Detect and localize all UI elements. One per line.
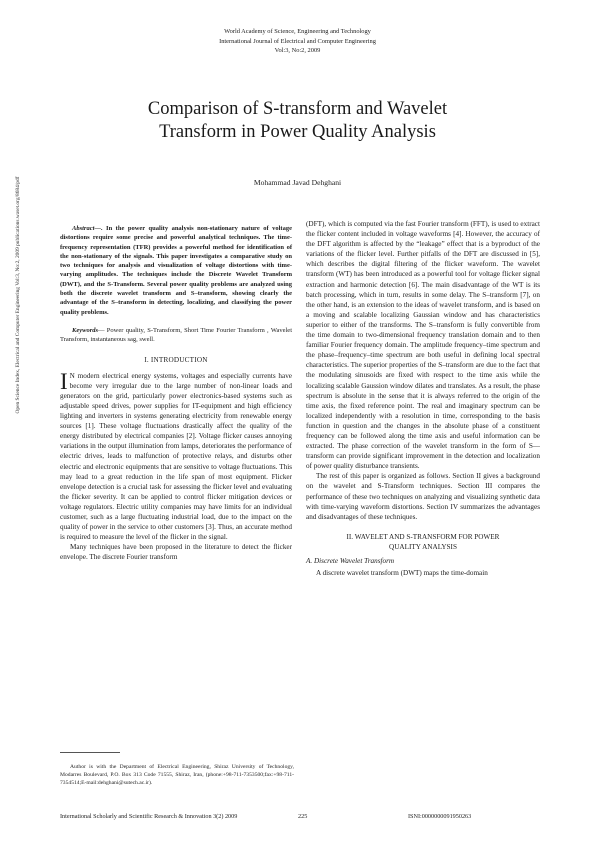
author-name: Mohammad Javad Dehghani [253,178,342,187]
abstract-text: . In the power quality analysis non-stationary nature of voltage distortions require some precise and powerful analytical techniques. The time-frequency representation (TFR) provides a powerful method for identification of the non-stationary of the signals. This paper investigates a comparative study on two techniques for analysis and visualization of voltage distortions with time-varying amplitudes. The techniques include the Discrete Wavelet Transform (DWT), and the S-Transform. Several power quality problems are analyzed using both the discrete wavelet transform and S–transform, showing clearly the advantage of the S–transform in detecting, localizing, and classifying the power quality problems. [60,225,292,316]
right-paragraph-2: The rest of this paper is organized as follows. Section II gives a background on the wavelet and S-Transform techniques. Section III compares the performance of these two techniques on analyzing and visualizing synthetic data with time-varying waveform distortions. Section IV summarizes the advantages and disadvantages of these techniques. [306,472,540,521]
right-column [306,219,540,578]
abstract-dash: — [94,225,101,232]
page-number: 225 [298,813,308,820]
footer-isni: ISNI:0000000091950263 [408,813,472,820]
intro-paragraph-1 [60,368,292,543]
journal-header-line1: World Academy of Science, Engineering and Technology [224,28,371,35]
paper-title-line1: Comparison of S-transform and Wavelet [147,99,448,119]
paper-title-line2: Transform in Power Quality Analysis [159,122,436,142]
left-column [60,224,292,562]
footnote-divider [60,752,120,753]
journal-header-line2: International Journal of Electrical and Computer Engineering [219,37,376,45]
drop-cap: I [60,368,68,394]
keywords [60,326,292,345]
subsection-heading-dwt: A. Discrete Wavelet Transform [306,556,395,565]
section-heading-2 [306,532,540,552]
author-footnote: Author is with the Department of Electrical Engineering, Shiraz University of Technology, Modarres Boulevard, P.O. Box 313 Code 71555, Shiraz, Iran, (phone:+98-711-7353500;fax:+98-711-7354514;E-mail:dehghani@sutech.ac.ir). [60,764,294,786]
footer-publisher: International Scholarly and Scientific Research & Innovation 3(2) 2009 [60,813,238,820]
right-paragraph-3: A discrete wavelet transform (DWT) maps the time-domain [316,568,488,577]
keywords-text: — Power quality, S-Transform, Short Time Fourier Transform , Wavelet Transform, instantaneous sag, swell. [60,326,292,344]
side-watermark-text: Open Science Index, Electrical and Computer Engineering Vol:3, No:2, 2009 publications.waset.org/8684/pdf [15,176,21,414]
keywords-label: Keywords [72,326,98,334]
right-paragraph-1: (DFT), which is computed via the fast Fourier transform (FFT), is used to extract the flicker content included in voltage waveforms [4]. However, the accuracy of the DFT algorithm is affected by the “leakage” effect that is a byproduct of the variations of the flicker level. Further pitfalls of the DFT are discussed in [5], which describes the digital filtering of the flicker waveform. The wavelet transform (WT) has been introduced as a powerful tool for voltage flicker signal extraction and harmonic detection [6]. The main disadvantage of the WT is its batch processing, which in turn, results in some delay. The S–transform [7], on the other hand, is an extension to the ideas of wavelet transform, and is based on a moving and scalable localizing Gaussian window and has characteristics superior to either of the transforms. The S–transform is fully convertible from the time domain to two-dimensional frequency translation domain and to then familiar Fourier frequency domain. The amplitude frequency–time spectrum and the phase–frequency–time spectrum are both useful in defining local spectral characteristics. The superior properties of the S–transform are due to the fact that the modulating sinusoids are fixed with respect to the time axis while the localizing scalable Gaussion window dilates and translates. As a result, the phase spectrum is absolute in the sense that it is always referred to the origin of the time axis, the fixed reference point. The real and imaginary spectrum can be localized independently with a resolution in time, corresponding to the basis function in question and the changes in the absolute phase of a constituent frequency can be followed along the time axis and useful information can be extracted. The phase correction of the wavelet transform in the form of S—transform can provide significant improvement in the detection and localization of power quality disturbance transients. [306,220,540,471]
paper-title [60,98,535,144]
intro-paragraph-2: Many techniques have been proposed in the literature to detect the flicker envelope. The discrete Fourier transform [60,543,292,562]
section-heading-introduction: I. INTRODUCTION [144,355,208,364]
journal-header-line3: Vol:3, No:2, 2009 [274,47,321,55]
abstract-label: Abstract [72,225,95,232]
section-heading-2-line1: II. WAVELET AND S-TRANSFORM FOR POWER [346,532,500,541]
abstract [60,224,292,317]
journal-header [0,27,595,56]
section-heading-2-line2: QUALITY ANALYSIS [389,542,457,551]
intro-paragraph-1-text: N modern electrical energy systems, voltages and especially currents have become very irregular due to the large number of non-linear loads and generators on the grid, particularly power electronics-based systems such as adjustable speed drives, power supplies for IT-equipment and high efficiency lighting and inverters in systems generating electricity from renewable energy sources [1]. These voltage fluctuations drastically affect the quality of the energy distributed by electrical companies [2]. Voltage flicker causes annoying variations in the output illumination from lamps, deteriorates the performance of electric drives, leads to malfunction of protective relays, and disturbs other electric and electronic equipments that are sensitive to voltage fluctuations. This may lead to a great reduction in the life span of most equipment. Flicker envelope detection is a crucial task for assessing the flicker level and evaluating the flicker severity. It can be applied to control flicker mitigation devices or voltage regulators. Electric utility companies may have limits for an individual customer, such as a large fluctuating industrial load, due to the impact on the quality of power in the service to other customers [3]. Thus, an accurate method is required to measure the level of the flicker in the signal. [60,371,292,542]
